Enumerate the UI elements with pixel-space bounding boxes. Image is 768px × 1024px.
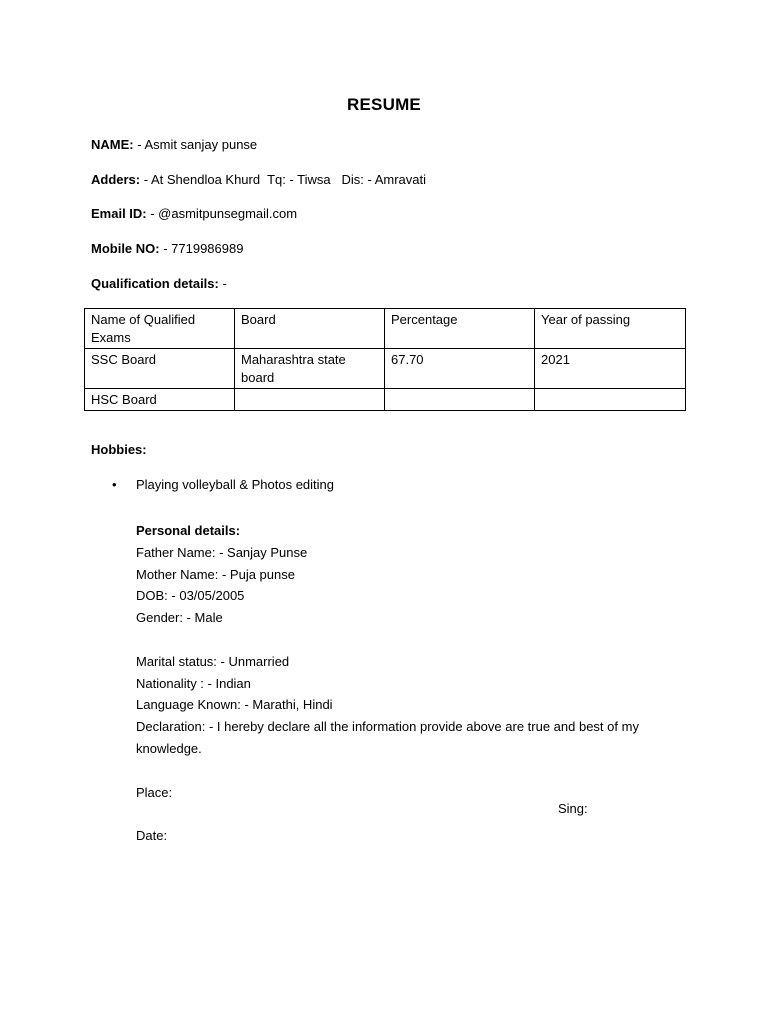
table-cell: SSC Board: [85, 349, 235, 389]
mobile-value: - 7719986989: [159, 241, 244, 256]
table-cell: [385, 389, 535, 411]
name-value: - Asmit sanjay punse: [133, 137, 258, 152]
list-item: [112, 477, 334, 492]
mobile-label: Mobile NO:: [91, 241, 160, 256]
qualification-label: Qualification details:: [91, 276, 219, 291]
mother-name: Mother Name: - Puja punse: [136, 566, 295, 582]
dob: DOB: - 03/05/2005: [136, 588, 245, 604]
gender: Gender: - Male: [136, 610, 223, 626]
table-header-cell: Name of Qualified Exams: [85, 309, 235, 349]
declaration: Declaration: - I hereby declare all the information provide above are true and best of my knowledge.: [136, 719, 639, 756]
place-label: Place:: [136, 784, 173, 800]
email-label: Email ID:: [91, 206, 147, 221]
spacer: [136, 760, 696, 782]
address-value: - At Shendloa Khurd Tq: - Tiwsa Dis: - Amravati: [140, 172, 426, 187]
address-field: [91, 171, 426, 189]
table-header-row: [85, 309, 686, 349]
name-label: NAME:: [91, 137, 134, 152]
personal-details: [136, 520, 696, 847]
table-cell: HSC Board: [85, 389, 235, 411]
address-label: Adders:: [91, 172, 141, 187]
father-name: Father Name: - Sanjay Punse: [136, 544, 308, 560]
spacer: [136, 629, 696, 651]
date-label: Date:: [136, 828, 168, 844]
bullet-icon: •: [112, 477, 117, 492]
language-known: Language Known: - Marathi, Hindi: [136, 697, 333, 713]
email-value: - @asmitpunsegmail.com: [146, 206, 298, 221]
spacer: [136, 803, 696, 825]
hobbies-label: Hobbies:: [91, 442, 147, 457]
marital-status: Marital status: - Unmarried: [136, 653, 290, 669]
table-cell: Maharashtra state board: [235, 349, 385, 389]
table-row: [85, 389, 686, 411]
table-cell: 67.70: [385, 349, 535, 389]
table-header-cell: Year of passing: [535, 309, 686, 349]
page-title: RESUME: [347, 95, 421, 114]
table-cell: 2021: [535, 349, 686, 389]
qualification-table: [84, 308, 686, 411]
table-cell: [535, 389, 686, 411]
nationality: Nationality : - Indian: [136, 675, 251, 691]
signature-label: Sing:: [558, 801, 588, 816]
mobile-field: [91, 240, 243, 258]
qualification-heading: [91, 275, 227, 293]
table-cell: [235, 389, 385, 411]
table-header-cell: Percentage: [385, 309, 535, 349]
name-field: [91, 136, 257, 154]
table-row: [85, 349, 686, 389]
qualification-value: -: [218, 276, 227, 291]
table-header-cell: Board: [235, 309, 385, 349]
personal-heading: Personal details:: [136, 523, 241, 538]
hobby-text: Playing volleyball & Photos editing: [136, 477, 335, 492]
email-field: [91, 205, 297, 223]
